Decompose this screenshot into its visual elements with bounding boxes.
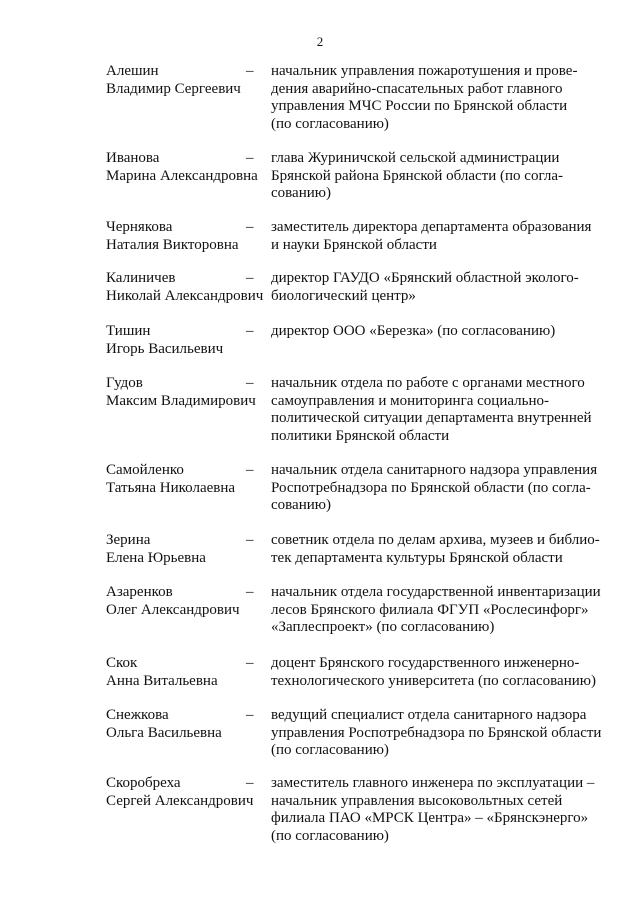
- member-name: [106, 532, 260, 567]
- member-position: [271, 323, 606, 341]
- member-name: [106, 270, 264, 305]
- member-name: [106, 150, 260, 185]
- member-name: [106, 462, 260, 497]
- position-line: (по согласованию): [271, 827, 389, 844]
- member-given-names: Олег Александрович: [106, 601, 240, 618]
- position-line: лесов Брянского филиала ФГУП «Рослесинфорг»: [271, 601, 589, 618]
- member-position: [271, 63, 606, 133]
- member-name: [106, 375, 260, 410]
- separator-dash: –: [246, 655, 254, 671]
- member-surname: Алешин: [106, 63, 159, 79]
- position-line: заместитель директора департамента образования: [271, 219, 592, 235]
- position-line: (по согласованию): [271, 742, 389, 758]
- member-surname: Азаренков: [106, 584, 173, 600]
- position-line: «Заплеспроект» (по согласованию): [271, 619, 495, 635]
- position-line: филиала ПАО «МРСК Центра» – «Брянскэнерго»: [271, 810, 589, 826]
- member-given-names: Сергей Александрович: [106, 792, 254, 809]
- position-line: политики Брянской области: [271, 427, 450, 444]
- position-line: начальник отдела государственной инвентаризации: [271, 584, 601, 600]
- separator-dash: –: [246, 584, 254, 600]
- position-line: дения аварийно-спасательных работ главного: [271, 80, 563, 97]
- position-line: управления Роспотребнадзора по Брянской области: [271, 724, 602, 741]
- position-line: (по согласованию): [271, 115, 389, 132]
- member-name: [106, 775, 260, 810]
- separator-dash: –: [246, 150, 254, 166]
- member-position: [271, 655, 606, 690]
- member-position: [271, 707, 606, 760]
- separator-dash: –: [246, 775, 254, 791]
- member-position: [271, 270, 606, 305]
- separator-dash: –: [246, 270, 254, 286]
- member-surname: Чернякова: [106, 219, 173, 235]
- member-given-names: Анна Витальевна: [106, 672, 218, 689]
- position-line: сованию): [271, 497, 331, 513]
- position-line: директор ГАУДО «Брянский областной эколого-: [271, 270, 579, 286]
- separator-dash: –: [246, 323, 254, 339]
- member-position: [271, 775, 606, 845]
- member-name: [106, 63, 260, 98]
- separator-dash: –: [246, 462, 254, 478]
- position-line: Роспотребнадзора по Брянской области (по согла-: [271, 479, 591, 496]
- member-given-names: Татьяна Николаевна: [106, 479, 236, 496]
- position-line: сованию): [271, 185, 331, 201]
- member-position: [271, 375, 606, 445]
- member-given-names: Ольга Васильевна: [106, 724, 222, 741]
- member-position: [271, 150, 606, 203]
- position-line: политической ситуации департамента внутренней: [271, 410, 592, 426]
- member-position: [271, 584, 606, 637]
- member-given-names: Марина Александровна: [106, 167, 258, 184]
- separator-dash: –: [246, 707, 254, 723]
- member-given-names: Николай Александрович: [106, 287, 264, 304]
- position-line: доцент Брянского государственного инженерно-: [271, 655, 580, 671]
- member-surname: Калиничев: [106, 270, 176, 286]
- member-given-names: Владимир Сергеевич: [106, 80, 241, 97]
- separator-dash: –: [246, 375, 254, 391]
- member-surname: Гудов: [106, 375, 143, 391]
- member-surname: Зерина: [106, 532, 151, 548]
- member-name: [106, 707, 260, 742]
- position-line: начальник отдела по работе с органами местного: [271, 375, 585, 391]
- position-line: советник отдела по делам архива, музеев и библио-: [271, 532, 600, 548]
- position-line: самоуправления и мониторинга социально-: [271, 392, 549, 409]
- member-surname: Тишин: [106, 323, 151, 339]
- member-given-names: Максим Владимирович: [106, 392, 256, 409]
- page-number: 2: [316, 34, 324, 49]
- separator-dash: –: [246, 63, 254, 79]
- member-position: [271, 462, 606, 515]
- member-position: [271, 219, 606, 254]
- member-surname: Скок: [106, 655, 138, 671]
- member-name: [106, 323, 260, 358]
- position-line: начальник управления пожаротушения и прове-: [271, 63, 578, 79]
- position-line: заместитель главного инженера по эксплуатации –: [271, 775, 595, 791]
- position-line: тек департамента культуры Брянской области: [271, 549, 563, 566]
- member-given-names: Игорь Васильевич: [106, 340, 224, 357]
- position-line: глава Журиничской сельской администрации: [271, 150, 560, 166]
- member-given-names: Елена Юрьевна: [106, 549, 206, 566]
- position-line: директор ООО «Березка» (по согласованию): [271, 323, 556, 339]
- member-name: [106, 655, 260, 690]
- member-surname: Самойленко: [106, 462, 184, 478]
- position-line: и науки Брянской области: [271, 236, 437, 253]
- member-given-names: Наталия Викторовна: [106, 236, 239, 253]
- separator-dash: –: [246, 219, 254, 235]
- member-name: [106, 219, 260, 254]
- position-line: начальник отдела санитарного надзора управления: [271, 462, 598, 478]
- position-line: технологического университета (по согласованию): [271, 672, 596, 689]
- position-line: управления МЧС России по Брянской области: [271, 98, 568, 114]
- position-line: начальник управления высоковольтных сетей: [271, 792, 563, 809]
- position-line: ведущий специалист отдела санитарного надзора: [271, 707, 587, 723]
- member-name: [106, 584, 260, 619]
- member-surname: Иванова: [106, 150, 160, 166]
- member-surname: Скоробреха: [106, 775, 181, 791]
- member-surname: Снежкова: [106, 707, 169, 723]
- position-line: биологический центр»: [271, 287, 416, 304]
- separator-dash: –: [246, 532, 254, 548]
- position-line: Брянской района Брянской области (по согла-: [271, 167, 563, 184]
- member-position: [271, 532, 606, 567]
